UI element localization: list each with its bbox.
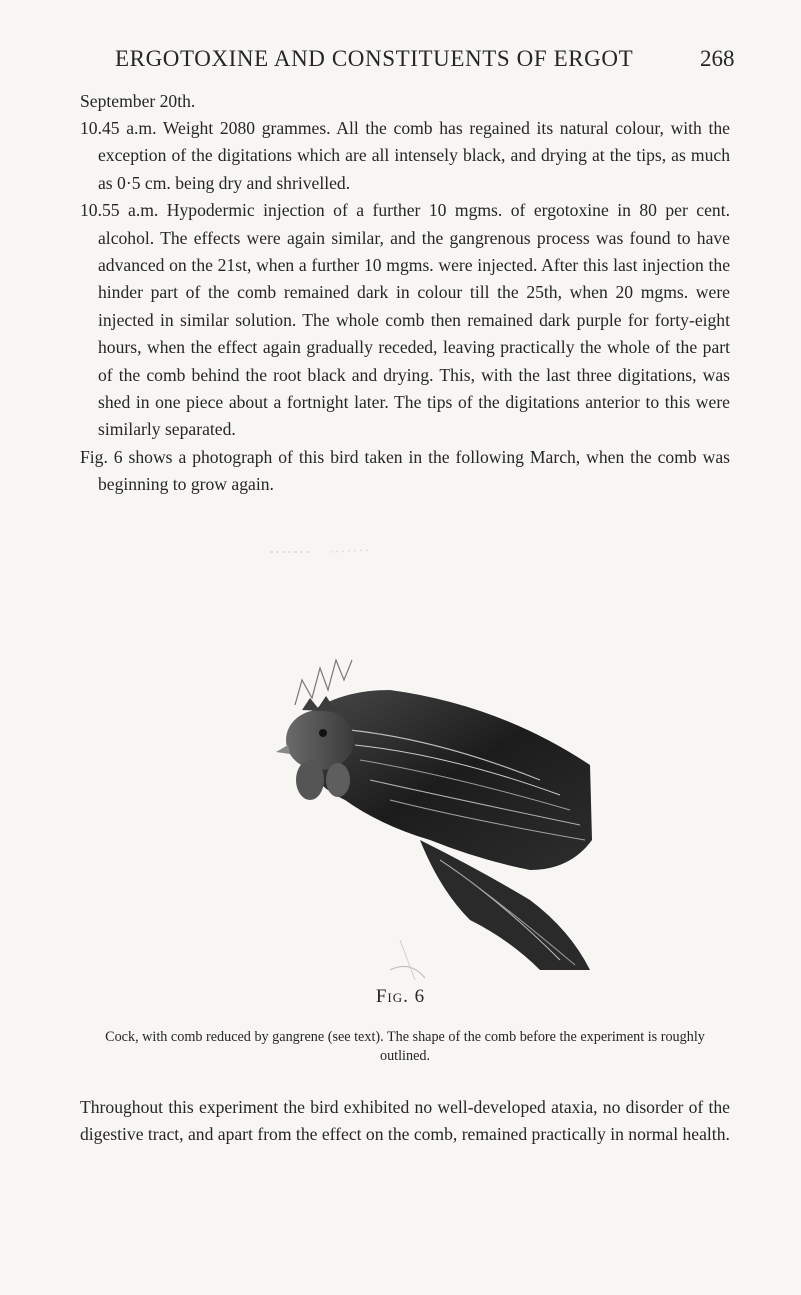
entry-injection (80, 197, 730, 444)
entry-paragraph: 10.55 a.m. Hypodermic injection of a further 10 mgms. of ergotoxine in 80 per cent. alcohol. The effects were again similar, and the gangrenous process was found to have advanced on the 21st, when a further 10 mgms. were injected. After this last injection the hinder part of the comb remained dark in colour till the 25th, when 20 mgms. were injected in similar solution. The whole comb then remained dark purple for forty-eight hours, when the effect again gradually receded, leaving practically the whole of the part of the comb behind the root black and drying. This, with the last three digitations, was shed in one piece about a fortnight later. The tips of the digitations anterior to this were similarly separated. (80, 200, 730, 440)
figure-caption: Cock, with comb reduced by gangrene (see text). The shape of the comb before the experiment is roughly outlined. (105, 1029, 705, 1064)
figure-label: Fig. 6 (375, 986, 426, 1007)
entry-paragraph: Fig. 6 shows a photograph of this bird taken in the following March, when the comb was beginning to grow again. (80, 446, 730, 495)
page-number: 268 (700, 46, 735, 71)
running-title: ERGOTOXINE AND CONSTITUENTS OF ERGOT (115, 46, 634, 71)
entry-figure-reference (80, 444, 730, 499)
running-head (0, 46, 801, 86)
closing-paragraph: Throughout this experiment the bird exhibited no well-developed ataxia, no disorder of the digestive tract, and apart from the effect on the comb, remained practically in normal health. (80, 1097, 730, 1145)
figure-photograph (240, 540, 620, 985)
entry-paragraph: 10.45 a.m. Weight 2080 grammes. All the comb has regained its natural colour, with the exception of the digitations which are all intensely black, and drying at the tips, as much as 0·5 cm. being dry and shrivelled. (80, 118, 730, 193)
bird-eye (319, 729, 327, 737)
wattle (296, 760, 324, 800)
bird-head (286, 710, 354, 770)
entries (80, 115, 730, 499)
section-date: September 20th. (80, 91, 196, 111)
cock-photograph (240, 540, 620, 985)
entry-weight (80, 115, 730, 197)
